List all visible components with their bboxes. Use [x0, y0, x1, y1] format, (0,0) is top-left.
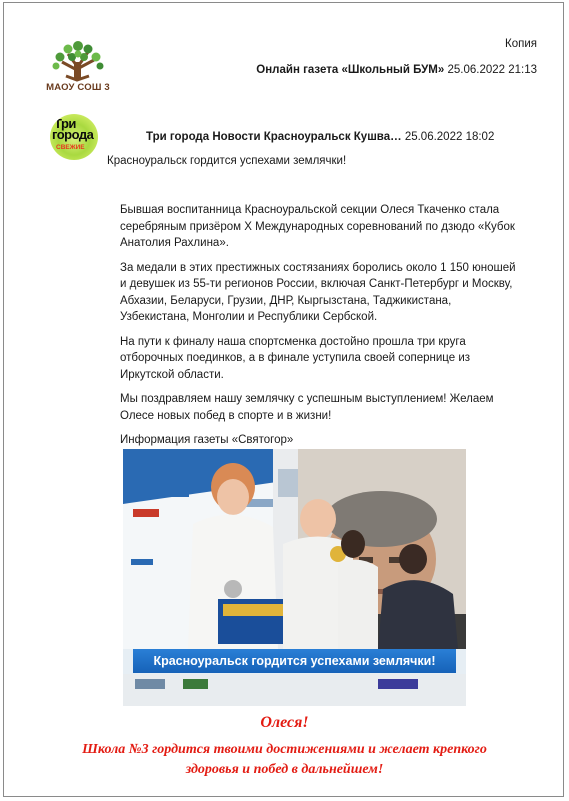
newspaper-header [256, 64, 537, 76]
copy-label: Копия [505, 38, 537, 50]
greeting-message-text: Школа №3 гордится твоими достижениями и желает крепкого здоровья и побед в дальнейшем! [82, 742, 487, 777]
article-paragraph: На пути к финалу наша спортсменка достойно прошла три круга отборочных поединков, а в финале уступила своей сопернице из Иркутской области. [120, 335, 471, 381]
logo-word-2: города [52, 127, 94, 142]
newspaper-datetime: 25.06.2022 21:13 [447, 64, 537, 76]
greeting-headline: Олеся! [260, 714, 309, 731]
award-photo [123, 449, 466, 706]
newspaper-name: Онлайн газета «Школьный БУМ» [256, 64, 445, 76]
article-paragraph: За медали в этих престижных состязаниях боролись около 1 150 юношей и девушек из 55-ти регионов России, включая Санкт-Петербург и Москву, Абхазии, Беларуси, Грузии, ДНР, Кыргызстана, Таджикистана, Узбекистана, Монголии и Республики Сербской. [120, 261, 516, 323]
logo-word-3: СВЕЖИЕ [56, 144, 85, 151]
school-logo-caption: МАОУ СОШ 3 [46, 82, 110, 93]
logo-word-1: Три [54, 116, 76, 131]
article-body [120, 202, 520, 457]
three-cities-logo [50, 114, 98, 160]
source-datetime: 25.06.2022 18:02 [404, 131, 495, 143]
article-source-credit: Информация газеты «Святогор» [120, 434, 294, 446]
photo-banner: Красноуральск гордится успехами землячки! [133, 649, 456, 673]
source-line [146, 131, 494, 143]
greeting-message [0, 740, 569, 780]
article-paragraph: Бывшая воспитанница Красноуральской секции Олеся Ткаченко стала серебряным призёром X Международных соревнований по дзюдо «Кубок Анатолия Рахлина». [120, 204, 515, 249]
article-subtitle: Красноуральск гордится успехами землячки! [107, 155, 347, 167]
tree-icon [48, 40, 108, 82]
article-paragraph: Мы поздравляем нашу землячку с успешным выступлением! Желаем Олесе новых побед в спорте и в жизни! [120, 393, 494, 422]
source-title: Три города Новости Красноуральск Кушва… [146, 131, 402, 143]
school-logo [38, 40, 118, 98]
